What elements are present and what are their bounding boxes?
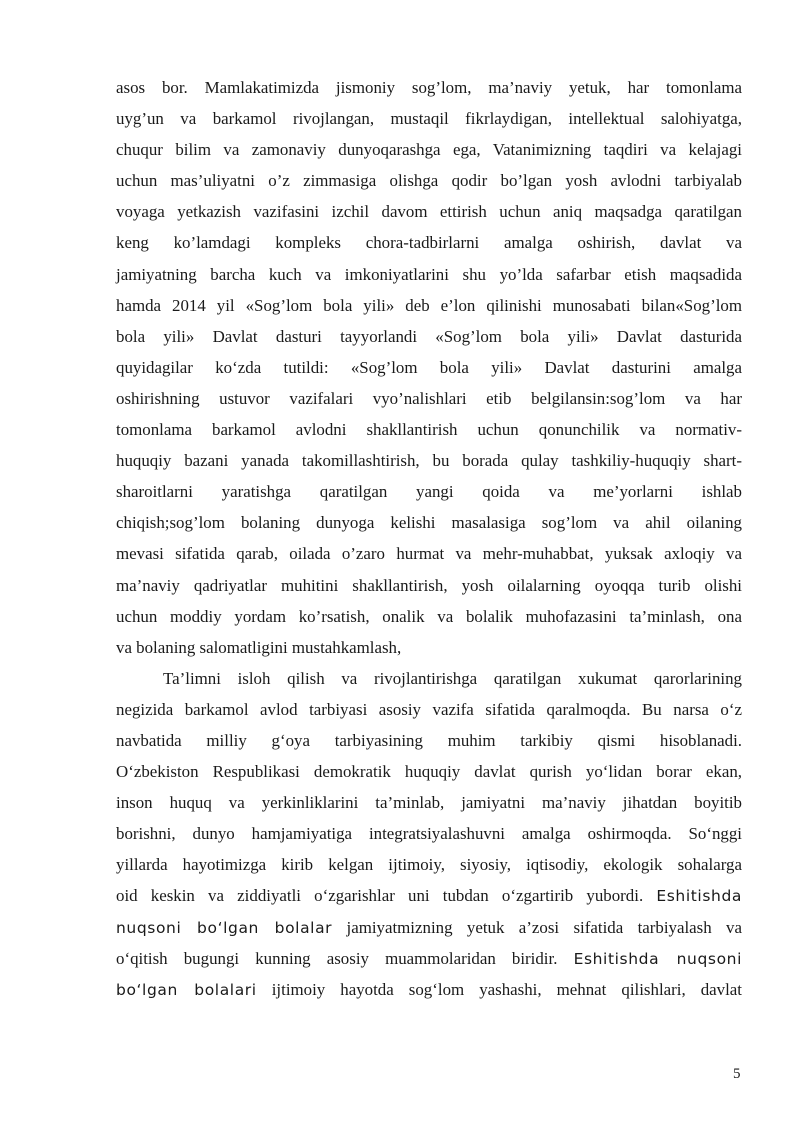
text-line: sharoitlarni yaratishga qaratilgan yangi qoida va me’yorlarni ishlab bbox=[116, 482, 742, 502]
text-line: va bolaning salomatligini mustahkamlash, bbox=[116, 637, 402, 657]
text-run: o‘qitish bugungi kunning asosiy muammolaridan biridir. bbox=[116, 948, 558, 968]
text-line: hamda 2014 yil «Sog’lom bola yili» deb e’lon qilinishi munosabati bilan«Sog’lom bbox=[116, 295, 742, 315]
text-line: uyg’un va barkamol rivojlangan, mustaqil fikrlaydigan, intellektual salohiyatga, bbox=[116, 109, 742, 129]
text-line: huquqiy bazani yanada takomillashtirish, bu borada qulay tashkiliy-huquqiy shart- bbox=[116, 451, 742, 471]
text-line-mixed bbox=[116, 974, 742, 1005]
text-line: uchun mas’uliyatni o’z zimmasiga olishga qodir bo’lgan yosh avlodni tarbiyalab bbox=[116, 171, 742, 191]
text-run: jamiyatmizning yetuk a’zosi sifatida tarbiyalash va bbox=[346, 917, 742, 937]
body-text bbox=[116, 72, 742, 1005]
text-line: ma’naviy qadriyatlar muhitini shakllantirish, yosh oilalarning oyoqqa turib olishi bbox=[116, 575, 742, 595]
text-line: inson huquq va yerkinliklarini ta’minlab, jamiyatni ma’naviy jihatdan boyitib bbox=[116, 793, 742, 813]
text-run-alt-font: bo‘lgan bolalari bbox=[116, 980, 257, 999]
text-run-alt-font: Eshitishda nuqsoni bbox=[573, 949, 742, 968]
text-line: O‘zbekiston Respublikasi demokratik huquqiy davlat qurish yo‘lidan borar ekan, bbox=[116, 762, 742, 782]
text-line: tomonlama barkamol avlodni shakllantirish uchun qonunchilik va normativ- bbox=[116, 420, 742, 440]
text-run-alt-font: Eshitishda bbox=[656, 887, 742, 906]
text-line: mevasi sifatida qarab, oilada o’zaro hurmat va mehr-muhabbat, yuksak axloqiy va bbox=[116, 544, 742, 564]
text-line: oshirishning ustuvor vazifalari vyo’nalishlari etib belgilansin:sog’lom va har bbox=[116, 388, 742, 408]
text-line: voyaga yetkazish vazifasini izchil davom ettirish uchun aniq maqsadga qaratilgan bbox=[116, 202, 742, 222]
text-run: oid keskin va ziddiyatli o‘zgarishlar uni tubdan o‘zgartirib yubordi. bbox=[116, 886, 644, 906]
text-line: uchun moddiy yordam ko’rsatish, onalik va bolalik muhofazasini ta’minlash, ona bbox=[116, 606, 742, 626]
text-line: chiqish;sog’lom bolaning dunyoga kelishi masalasiga sog’lom va ahil oilaning bbox=[116, 513, 742, 533]
text-line: chuqur bilim va zamonaviy dunyoqarashga ega, Vatanimizning taqdiri va kelajagi bbox=[116, 140, 742, 160]
text-line: keng ko’lamdagi kompleks chora-tadbirlarni amalga oshirish, davlat va bbox=[116, 233, 742, 253]
page-number: 5 bbox=[733, 1066, 741, 1082]
text-line-mixed bbox=[116, 943, 742, 974]
paragraph-2 bbox=[116, 663, 742, 1005]
text-line: bola yili» Davlat dasturi tayyorlandi «Sog’lom bola yili» Davlat dasturida bbox=[116, 326, 742, 346]
text-line: borishni, dunyo hamjamiyatiga integratsiyalashuvni amalga oshirmoqda. So‘nggi bbox=[116, 824, 742, 844]
text-line: quyidagilar ko‘zda tutildi: «Sog’lom bola yili» Davlat dasturini amalga bbox=[116, 357, 742, 377]
text-line: negizida barkamol avlod tarbiyasi asosiy vazifa sifatida qaralmoqda. Bu narsa o‘z bbox=[116, 699, 742, 719]
text-line-mixed bbox=[116, 912, 742, 943]
text-line: asos bor. Mamlakatimizda jismoniy sog’lom, ma’naviy yetuk, har tomonlama bbox=[116, 78, 742, 97]
text-run-alt-font: nuqsoni bo‘lgan bolalar bbox=[116, 918, 333, 937]
paragraph-1 bbox=[116, 72, 742, 663]
text-line: yillarda hayotimizga kirib kelgan ijtimoiy, siyosiy, iqtisodiy, ekologik sohalarga bbox=[116, 855, 742, 875]
text-run: ijtimoiy hayotda sog‘lom yashashi, mehnat qilishlari, davlat bbox=[271, 979, 742, 999]
text-line: Ta’limni isloh qilish va rivojlantirishga qaratilgan xukumat qarorlarining bbox=[163, 668, 742, 688]
text-line: navbatida milliy g‘oya tarbiyasining muhim tarkibiy qismi hisoblanadi. bbox=[116, 730, 742, 750]
text-line: jamiyatning barcha kuch va imkoniyatlarini shu yo’lda safarbar etish maqsadida bbox=[116, 264, 742, 284]
text-line-mixed bbox=[116, 880, 742, 911]
